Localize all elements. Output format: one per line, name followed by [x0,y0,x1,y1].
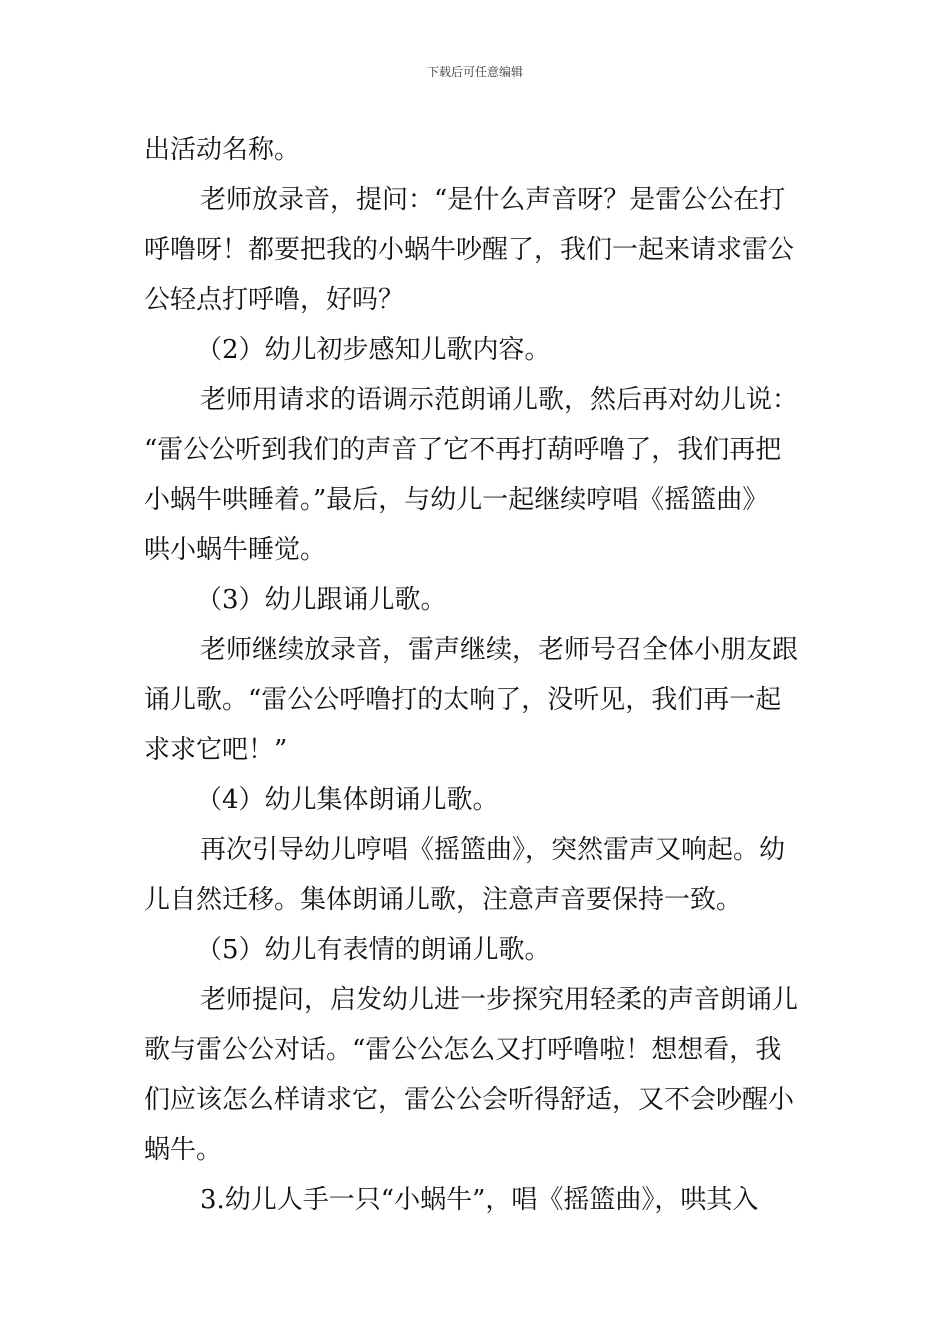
page-header: 下载后可任意编辑 [426,65,523,79]
text-line: 们应该怎么样请求它，雷公公会听得舒适，又不会吵醒小 [144,1085,795,1115]
text-line: （3）幼儿跟诵儿歌。 [196,585,447,615]
text-line: 蜗牛。 [144,1135,223,1165]
text-line: 老师提问，启发幼儿进一步探究用轻柔的声音朗诵儿 [200,985,799,1015]
text-line: 出活动名称。 [144,135,301,165]
text-line: 呼噜呀！都要把我的小蜗牛吵醒了，我们一起来请求雷公 [144,235,795,265]
text-line: 求求它吧！” [144,735,288,765]
text-line: 哄小蜗牛睡觉。 [144,535,327,565]
text-line: 歌与雷公公对话。“雷公公怎么又打呼噜啦！想想看，我 [144,1035,782,1065]
text-line: 3.幼儿人手一只“小蜗牛”，唱《摇篮曲》，哄其入 [200,1185,759,1215]
text-line: 诵儿歌。“雷公公呼噜打的太响了，没听见，我们再一起 [144,685,782,715]
text-line: 老师放录音，提问：“是什么声音呀？是雷公公在打 [200,185,786,215]
text-line: （4）幼儿集体朗诵儿歌。 [196,785,499,815]
text-line: “雷公公听到我们的声音了它不再打葫呼噜了，我们再把 [144,435,782,465]
text-line: 老师用请求的语调示范朗诵儿歌，然后再对幼儿说： [200,385,799,415]
text-line: 老师继续放录音，雷声继续，老师号召全体小朋友跟 [200,635,799,665]
text-line: 再次引导幼儿哼唱《摇篮曲》，突然雷声又响起。幼 [200,835,786,865]
text-line: 公轻点打呼噜，好吗？ [144,285,405,315]
text-line: （5）幼儿有表情的朗诵儿歌。 [196,935,551,965]
text-line: 小蜗牛哄睡着。”最后，与幼儿一起继续哼唱《摇篮曲》 [144,485,769,515]
text-line: 儿自然迁移。集体朗诵儿歌，注意声音要保持一致。 [144,885,743,915]
text-line: （2）幼儿初步感知儿歌内容。 [196,335,551,365]
